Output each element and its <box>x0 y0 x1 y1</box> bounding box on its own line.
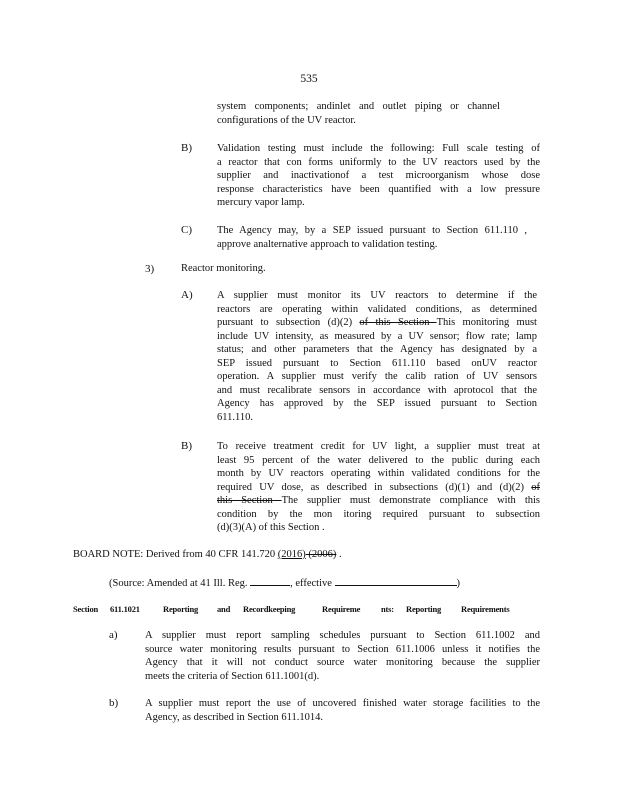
effective-date-blank <box>335 575 457 586</box>
text-line <box>217 481 540 495</box>
text-line: Agency, as described in Section 611.1014. <box>145 711 323 723</box>
section-title-word: Requireme <box>322 604 361 614</box>
section-title-word: Recordkeeping <box>243 604 296 614</box>
page-number: 535 <box>300 73 318 85</box>
struck-text: of this Section <box>359 317 437 328</box>
text-run: , effective <box>290 578 332 589</box>
text-line: reactors are operating within validated conditions, as determined <box>217 303 537 315</box>
reactor-monitoring-paragraph <box>217 289 537 424</box>
text-line: To receive treatment credit for UV light, a supplier must treat at <box>217 441 540 452</box>
text-line: Agency has approved by the SEP issued pursuant to Section <box>217 398 537 409</box>
item-label-b: B) <box>181 440 192 452</box>
sampling-schedule-paragraph <box>145 629 540 683</box>
text-run: required UV dose, as described in subsections (d)(1) and (d)(2) <box>217 481 532 493</box>
text-line: A supplier must report the use of uncovered finished water storage facilities to the <box>145 698 540 709</box>
text-line: meets the criteria of Section 611.1001(d). <box>145 670 320 682</box>
text-line: operation. A supplier must verify the calib ration of UV sensors <box>217 371 537 382</box>
item-label-b: B) <box>181 142 192 154</box>
text-line: 611.110. <box>217 411 253 423</box>
item-label-a-lower: a) <box>109 629 118 641</box>
item-label-a: A) <box>181 289 193 301</box>
text-line: least 95 percent of the water delivered to the public during each <box>217 454 540 466</box>
register-blank <box>250 575 290 586</box>
text-line: month by UV reactors operating within validated conditions for the <box>217 468 540 479</box>
text-line: A supplier must report sampling schedules pursuant to Section 611.1002 and <box>145 630 540 641</box>
text-line: supplier and inactivationof a test microorganism whose dose <box>217 170 540 181</box>
text-line: Agency that it will not conduct source water monitoring because the supplier <box>145 657 540 668</box>
section-title-word: Reporting <box>163 604 199 614</box>
struck-text: of <box>531 481 540 493</box>
validation-testing-paragraph <box>217 142 540 210</box>
text-line: SEP issued pursuant to Section 611.110 based onUV reactor <box>217 357 537 369</box>
text-run: This monitoring must <box>436 317 537 328</box>
board-note <box>73 548 342 562</box>
text-line: condition by the mon itoring required pursuant to subsection <box>217 508 540 520</box>
text-line: status; and other parameters that the Agency has designated by a <box>217 344 537 355</box>
struck-text: this Section <box>217 495 282 506</box>
text-line: A supplier must monitor its UV reactors to determine if the <box>217 290 537 301</box>
section-number: 611.1021 <box>110 604 140 614</box>
agency-approval-paragraph <box>217 224 527 251</box>
text-line: system components; andinlet and outlet piping or channel <box>217 101 500 112</box>
text-run: BOARD NOTE: Derived from 40 CFR 141.720 <box>73 549 278 560</box>
continuation-paragraph <box>217 100 500 127</box>
text-line: configurations of the UV reactor. <box>217 114 356 126</box>
text-run: pursuant to subsection (d)(2) <box>217 317 360 328</box>
section-title-word: Requirements <box>461 604 510 614</box>
text-line: approve analternative approach to validation testing. <box>217 238 438 250</box>
item-label-3: 3) <box>145 263 155 275</box>
text-line: response characteristics have been quantified with a low pressure <box>217 183 540 195</box>
section-title-word: nts: <box>381 604 394 614</box>
text-line: a reactor that con forms uniformly to the UV reactors used by the <box>217 156 540 168</box>
treatment-credit-paragraph <box>217 440 540 535</box>
source-note <box>109 575 460 591</box>
item-label-b-lower: b) <box>109 697 119 709</box>
text-line: mercury vapor lamp. <box>217 197 305 208</box>
section-title-word: and <box>217 604 231 614</box>
text-run: The supplier must demonstrate compliance with this <box>281 495 540 506</box>
text-line: The Agency may, by a SEP issued pursuant to Section 611.110 , <box>217 225 527 236</box>
text-line: (d)(3)(A) of this Section . <box>217 522 325 533</box>
text-line: include UV intensity, as measured by a UV sensor; flow rate; lamp <box>217 330 537 342</box>
text-run: . <box>336 549 342 560</box>
text-line: source water monitoring results pursuant to Section 611.1006 unless it notifies the <box>145 643 540 655</box>
text-line: Validation testing must include the following: Full scale testing of <box>217 143 540 154</box>
text-run: ) <box>456 578 461 589</box>
text-run: (Source: Amended at 41 Ill. Reg. <box>109 578 248 589</box>
text-line <box>217 494 540 508</box>
storage-facilities-paragraph <box>145 697 540 724</box>
reactor-monitoring-heading: Reactor monitoring. <box>181 263 266 274</box>
text-line: and must recalibrate sensors in accordance with aprotocol that the <box>217 384 537 396</box>
struck-text: (2006) <box>305 549 337 560</box>
underlined-text: (2016) <box>277 549 306 560</box>
section-title-word: Reporting <box>406 604 442 614</box>
section-label: Section <box>73 604 99 614</box>
text-line <box>217 316 537 330</box>
item-label-c: C) <box>181 224 192 236</box>
